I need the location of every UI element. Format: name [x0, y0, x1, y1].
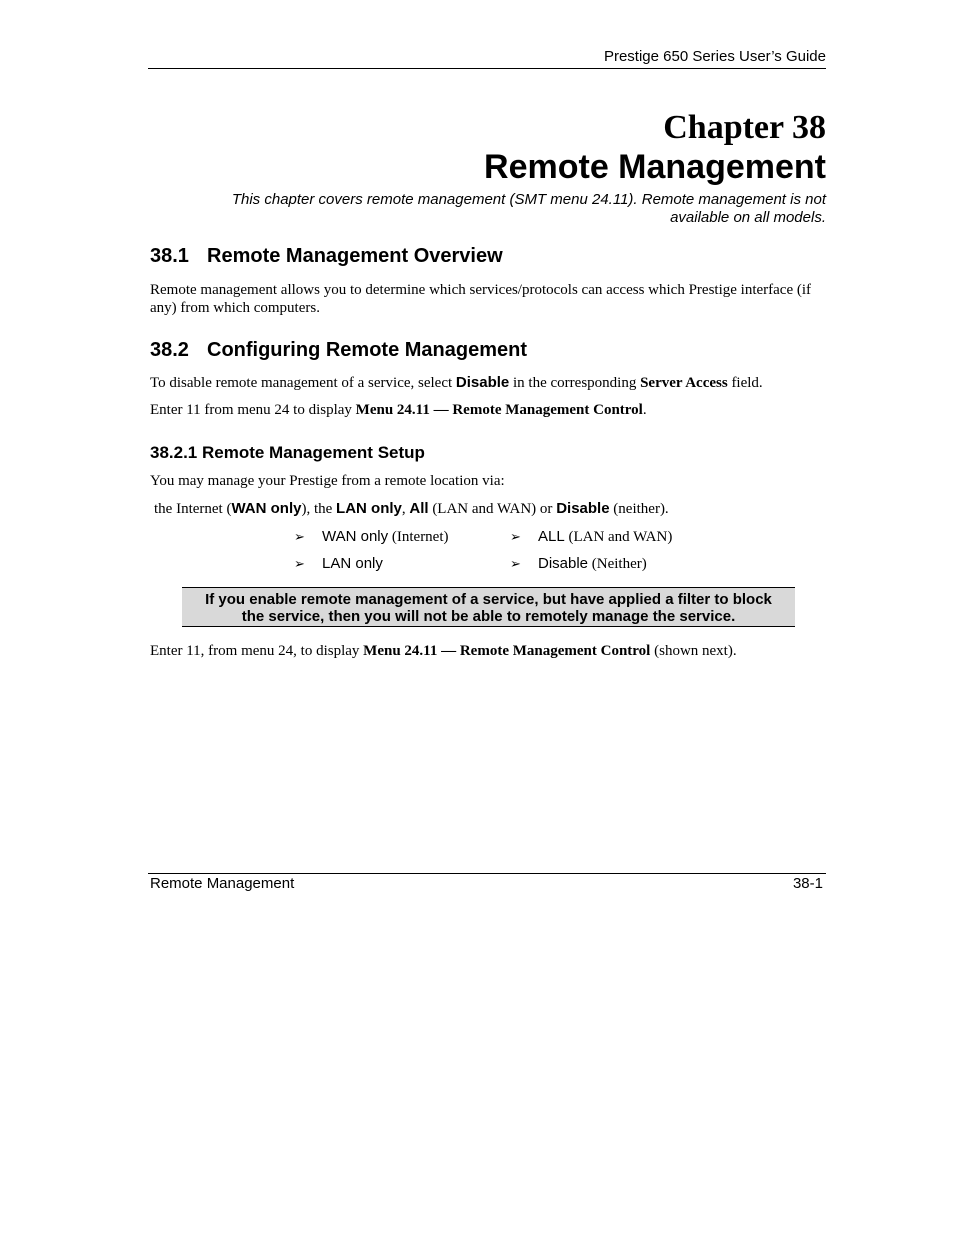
page-number: 38-1 — [792, 875, 823, 892]
option-label: WAN only — [322, 528, 389, 545]
arrow-bullet-icon: ➢ — [294, 557, 305, 572]
note-line2: the service, then you will not be able to remotely manage the service. — [241, 608, 736, 625]
text: Enter 11, from menu 24, to display — [150, 643, 364, 659]
term-disable: Disable — [455, 374, 510, 391]
option-item — [294, 528, 449, 547]
text: in the corresponding — [509, 375, 641, 391]
term-server-access: Server Access — [640, 375, 728, 391]
text: ), the — [301, 501, 337, 517]
text: (LAN and WAN) or — [428, 501, 557, 517]
header-rule — [148, 68, 826, 69]
text: Enter 11 from menu 24 to display — [150, 402, 356, 418]
arrow-bullet-icon: ➢ — [510, 557, 521, 572]
text: To disable remote management of a service, select — [150, 375, 456, 391]
section-title: Configuring Remote Management — [207, 339, 528, 361]
chapter-number: Chapter 38 — [663, 109, 826, 146]
text: field. — [727, 375, 763, 391]
menu-reference: Menu 24.11 — Remote Management Control — [363, 643, 651, 659]
setup-paragraph-1: You may manage your Prestige from a remote location via: — [150, 473, 505, 489]
term-lan-only: LAN only — [336, 500, 402, 517]
footer-chapter-name: Remote Management — [150, 875, 295, 892]
footer-rule — [148, 873, 826, 874]
section-title: Remote Management Overview — [207, 245, 503, 267]
arrow-bullet-icon: ➢ — [510, 530, 521, 545]
section-number: 38.1 — [150, 245, 189, 267]
setup-paragraph-2 — [154, 500, 834, 518]
section-number: 38.2 — [150, 339, 189, 361]
term-wan-only: WAN only — [231, 500, 302, 517]
term-all: All — [409, 500, 429, 517]
option-item — [294, 555, 383, 574]
text: , — [401, 501, 410, 517]
overview-paragraph: Remote management allows you to determine which services/protocols can access which Prestige interface (if any) from which computers. — [150, 282, 812, 316]
running-header: Prestige 650 Series User’s Guide — [603, 48, 826, 65]
text: the Internet ( — [154, 501, 232, 517]
chapter-intro — [186, 191, 826, 227]
option-item — [510, 555, 647, 574]
section-heading-configuring — [150, 339, 527, 362]
text: (neither). — [609, 501, 669, 517]
setup-paragraph-3 — [150, 642, 830, 660]
option-label: Disable — [538, 555, 589, 572]
configuring-paragraph-2 — [150, 401, 830, 419]
option-note: (Internet) — [388, 529, 449, 545]
option-item — [510, 528, 672, 547]
arrow-bullet-icon: ➢ — [294, 530, 305, 545]
chapter-intro-line1: This chapter covers remote management (SMT menu 24.11). Remote management is not — [231, 191, 826, 208]
option-label: LAN only — [322, 555, 383, 572]
configuring-paragraph-1 — [150, 374, 830, 392]
menu-reference: Menu 24.11 — Remote Management Control — [355, 402, 643, 418]
chapter-title: Remote Management — [484, 148, 826, 186]
term-disable: Disable — [556, 500, 610, 517]
option-note: (Neither) — [588, 556, 647, 572]
option-note: (LAN and WAN) — [564, 529, 673, 545]
note-line1: If you enable remote management of a service, but have applied a filter to block — [205, 591, 772, 608]
chapter-intro-line2: available on all models. — [670, 209, 826, 226]
text: (shown next). — [650, 643, 737, 659]
section-heading-overview — [150, 245, 503, 268]
note-box — [182, 587, 795, 627]
option-label: ALL — [538, 528, 565, 545]
subsection-heading-setup: 38.2.1 Remote Management Setup — [150, 443, 425, 462]
text: . — [642, 402, 647, 418]
